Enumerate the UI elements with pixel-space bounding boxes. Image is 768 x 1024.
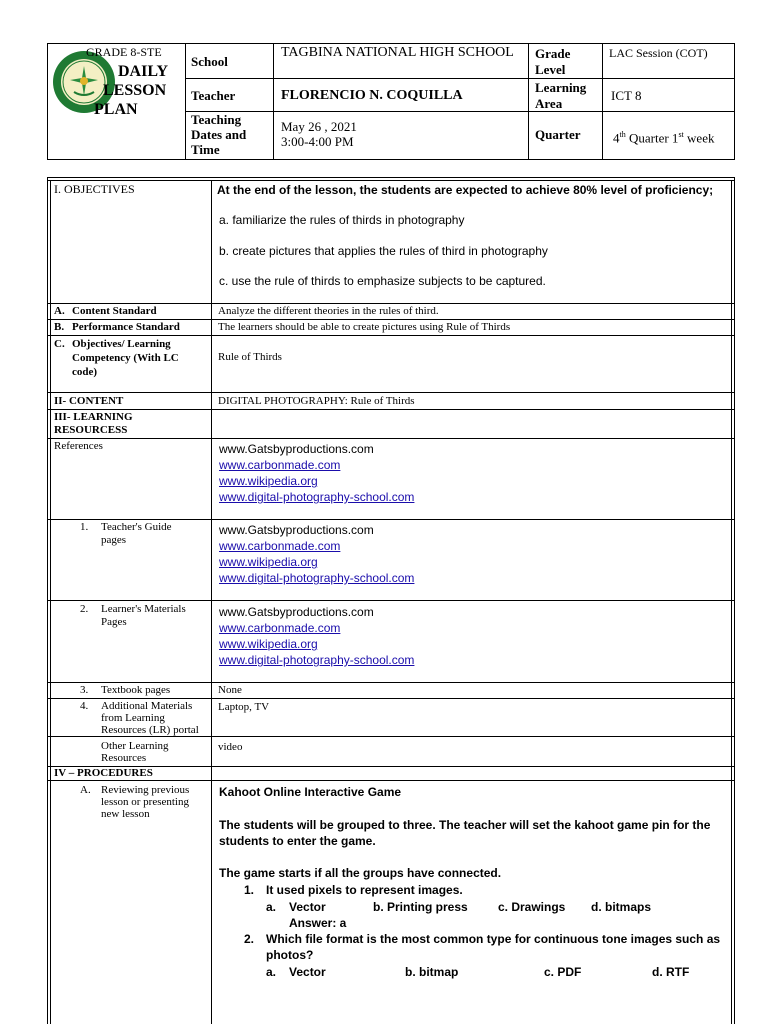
learning-area-value: ICT 8 [611,88,642,103]
lm-num: 2. [80,603,89,615]
q2-num: 2. [244,932,255,946]
q2-opt-b: b. bitmap [405,965,459,979]
q2-line-2: photos? [266,948,314,962]
ref-link-gatsby[interactable]: www.Gatsbyproductions.com [219,442,374,456]
objective-b: b. create pictures that applies the rules of third in photography [219,244,548,258]
performance-standard-letter: B. [54,321,65,333]
q2-opt-c: c. PDF [544,965,582,979]
q1-opt-a: Vector [289,900,326,914]
objective-c: c. use the rule of thirds to emphasize subjects to be captured. [219,274,546,288]
performance-standard-label: Performance Standard [72,321,180,333]
am-label-3: Resources (LR) portal [101,724,199,736]
q2-opt-a: Vector [289,965,326,979]
q1-num: 1. [244,883,255,897]
procedure-a-label-2: lesson or presenting [101,796,189,808]
competency-label-1: Objectives/ Learning [72,338,171,350]
content-label: II- CONTENT [54,395,124,407]
competency-label-2: Competency (With LC [72,352,179,364]
title-lesson: LESSON [103,82,167,99]
lm-link-wikipedia[interactable]: www.wikipedia.org [219,637,318,651]
teacher-label: Teacher [191,88,236,103]
game-start: The game starts if all the groups have connected. [219,866,502,880]
tg-label-2: pages [101,534,127,546]
am-label-2: from Learning [101,712,165,724]
ref-link-dps[interactable]: www.digital-photography-school.com [219,490,415,504]
q1-opt-c: c. Drawings [498,900,566,914]
resources-label-2: RESOURCESS [54,424,128,436]
ref-link-wikipedia[interactable]: www.wikipedia.org [219,474,318,488]
content-standard-label: Content Standard [72,305,157,317]
other-label-2: Resources [101,752,147,764]
other-value: video [218,741,243,753]
lm-link-gatsby[interactable]: www.Gatsbyproductions.com [219,605,374,619]
q1-answer: Answer: a [289,916,347,930]
learning-area-label: Learning Area [535,80,587,111]
content-standard-value: Analyze the different theories in the rules of third. [218,305,439,317]
references-list [219,441,414,505]
dates-label: Teaching Dates and Time [191,112,247,157]
competency-value: Rule of Thirds [218,351,282,363]
tg-label-1: Teacher's Guide [101,521,172,533]
lm-label-1: Learner's Materials [101,603,186,615]
tb-label: Textbook pages [101,684,171,696]
q1-opt-d: d. bitmaps [591,900,652,914]
q2-opt-d: d. RTF [652,965,690,979]
am-label-1: Additional Materials [101,700,193,712]
teacher-value: FLORENCIO N. COQUILLA [281,88,463,103]
tg-list [219,522,414,586]
tg-num: 1. [80,521,89,533]
other-label-1: Other Learning [101,740,169,752]
school-label: School [191,54,228,69]
group-line-1: The students will be grouped to three. The teacher will set the kahoot game pin for the [219,818,711,832]
competency-letter: C. [54,338,65,350]
procedure-a-label-3: new lesson [101,808,150,820]
group-line-2: students to enter the game. [219,834,376,848]
title-plan: PLAN [94,101,138,118]
grade-level-value: LAC Session (COT) [609,46,708,60]
tg-link-carbonmade[interactable]: www.carbonmade.com [219,539,341,553]
grade-section: GRADE 8-STE [86,45,162,59]
q2-opt-a-letter: a. [266,965,277,979]
dates-line1: May 26 , 2021 [281,119,357,134]
quarter-label: Quarter [535,127,581,142]
q2-line-1: Which file format is the most common type for continuous tone images such as [266,932,721,946]
lm-link-carbonmade[interactable]: www.carbonmade.com [219,621,341,635]
q1-text: It used pixels to represent images. [266,883,463,897]
am-num: 4. [80,700,89,712]
objectives-intro: At the end of the lesson, the students are expected to achieve 80% level of proficiency; [217,183,714,197]
resources-label-1: III- LEARNING [54,411,133,423]
game-title: Kahoot Online Interactive Game [219,785,402,799]
am-value: Laptop, TV [218,701,270,713]
tb-num: 3. [80,684,89,696]
procedures-label: IV – PROCEDURES [54,767,153,779]
title-daily: DAILY [118,63,169,80]
tg-link-wikipedia[interactable]: www.wikipedia.org [219,555,318,569]
quarter-value: 4th Quarter 1st week [613,130,715,146]
lm-link-dps[interactable]: www.digital-photography-school.com [219,653,415,667]
tb-value: None [218,684,242,696]
content-value: DIGITAL PHOTOGRAPHY: Rule of Thirds [218,395,415,407]
q1-opt-b: b. Printing press [373,900,468,914]
grade-level-label: Grade Level [535,46,571,77]
dates-line2: 3:00-4:00 PM [281,134,354,149]
tg-link-gatsby[interactable]: www.Gatsbyproductions.com [219,523,374,537]
school-value: TAGBINA NATIONAL HIGH SCHOOL [281,45,514,60]
objective-a: a. familiarize the rules of thirds in photography [219,213,465,227]
tg-link-dps[interactable]: www.digital-photography-school.com [219,571,415,585]
competency-label-3: code) [72,366,98,378]
performance-standard-value: The learners should be able to create pictures using Rule of Thirds [218,321,511,333]
content-standard-letter: A. [54,305,65,317]
ref-link-carbonmade[interactable]: www.carbonmade.com [219,458,341,472]
q1-opt-a-letter: a. [266,900,277,914]
objectives-label: I. OBJECTIVES [54,182,135,196]
procedure-a-label-1: Reviewing previous [101,784,190,796]
procedure-a-letter: A. [80,784,91,796]
lm-label-2: Pages [101,616,127,628]
lm-list [219,604,414,668]
references-label: References [54,440,103,452]
